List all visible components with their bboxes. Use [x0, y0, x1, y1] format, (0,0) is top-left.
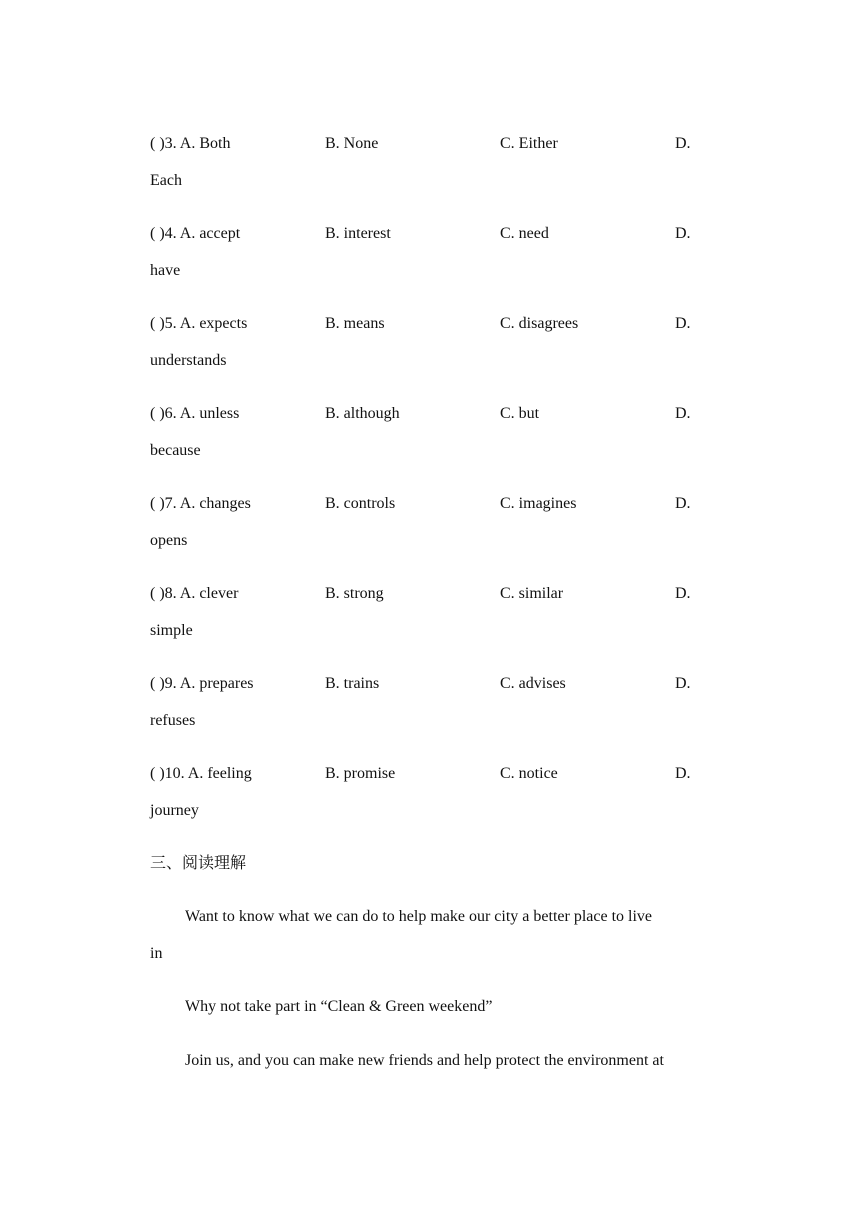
option-b: B. means	[325, 315, 385, 332]
option-b: B. interest	[325, 225, 391, 242]
option-d-label: D.	[675, 225, 691, 242]
question-row	[150, 223, 710, 245]
question-stem-option-a: ( )6. A. unless	[150, 405, 240, 422]
passage-text: Want to know what we can do to help make our city a better place to live	[185, 908, 652, 925]
passage-line	[150, 906, 715, 928]
question-row	[150, 403, 710, 425]
option-d-word: because	[150, 442, 201, 459]
option-d-word: simple	[150, 622, 193, 639]
passage-line	[150, 996, 715, 1018]
passage-line	[150, 1050, 715, 1072]
option-d-label: D.	[675, 585, 691, 602]
option-d-word: Each	[150, 172, 182, 189]
option-c: C. notice	[500, 765, 558, 782]
question-stem-option-a: ( )4. A. accept	[150, 225, 241, 242]
question-stem-option-a: ( )8. A. clever	[150, 585, 239, 602]
passage-text: Join us, and you can make new friends and help protect the environment at	[185, 1052, 664, 1069]
option-c: C. similar	[500, 585, 564, 602]
question-row	[150, 673, 710, 695]
option-d-word: have	[150, 262, 181, 279]
option-d-label: D.	[675, 135, 691, 152]
option-d-word: journey	[150, 802, 199, 819]
option-c: C. but	[500, 405, 540, 422]
option-c: C. advises	[500, 675, 566, 692]
option-d-label: D.	[675, 495, 691, 512]
question-stem-option-a: ( )10. A. feeling	[150, 765, 252, 782]
question-stem-option-a: ( )7. A. changes	[150, 495, 251, 512]
question-stem-option-a: ( )9. A. prepares	[150, 675, 254, 692]
option-c: C. imagines	[500, 495, 577, 512]
option-d-word: opens	[150, 532, 188, 549]
option-d-label: D.	[675, 315, 691, 332]
option-b: B. None	[325, 135, 379, 152]
question-row	[150, 493, 710, 515]
option-d-word: refuses	[150, 712, 196, 729]
question-stem-option-a: ( )3. A. Both	[150, 135, 231, 152]
passage-line-wrap: in	[150, 945, 163, 962]
option-d-label: D.	[675, 765, 691, 782]
option-b: B. promise	[325, 765, 396, 782]
option-d-label: D.	[675, 405, 691, 422]
question-row	[150, 763, 710, 785]
option-c: C. need	[500, 225, 549, 242]
option-b: B. trains	[325, 675, 380, 692]
passage-text: Why not take part in “Clean & Green weekend”	[185, 998, 493, 1015]
question-row	[150, 583, 710, 605]
option-b: B. although	[325, 405, 400, 422]
option-c: C. disagrees	[500, 315, 579, 332]
option-c: C. Either	[500, 135, 558, 152]
option-b: B. controls	[325, 495, 396, 512]
question-row	[150, 313, 710, 335]
question-stem-option-a: ( )5. A. expects	[150, 315, 248, 332]
question-row	[150, 133, 710, 155]
section-heading: 三、阅读理解	[150, 853, 247, 872]
option-d-label: D.	[675, 675, 691, 692]
option-d-word: understands	[150, 352, 227, 369]
option-b: B. strong	[325, 585, 384, 602]
